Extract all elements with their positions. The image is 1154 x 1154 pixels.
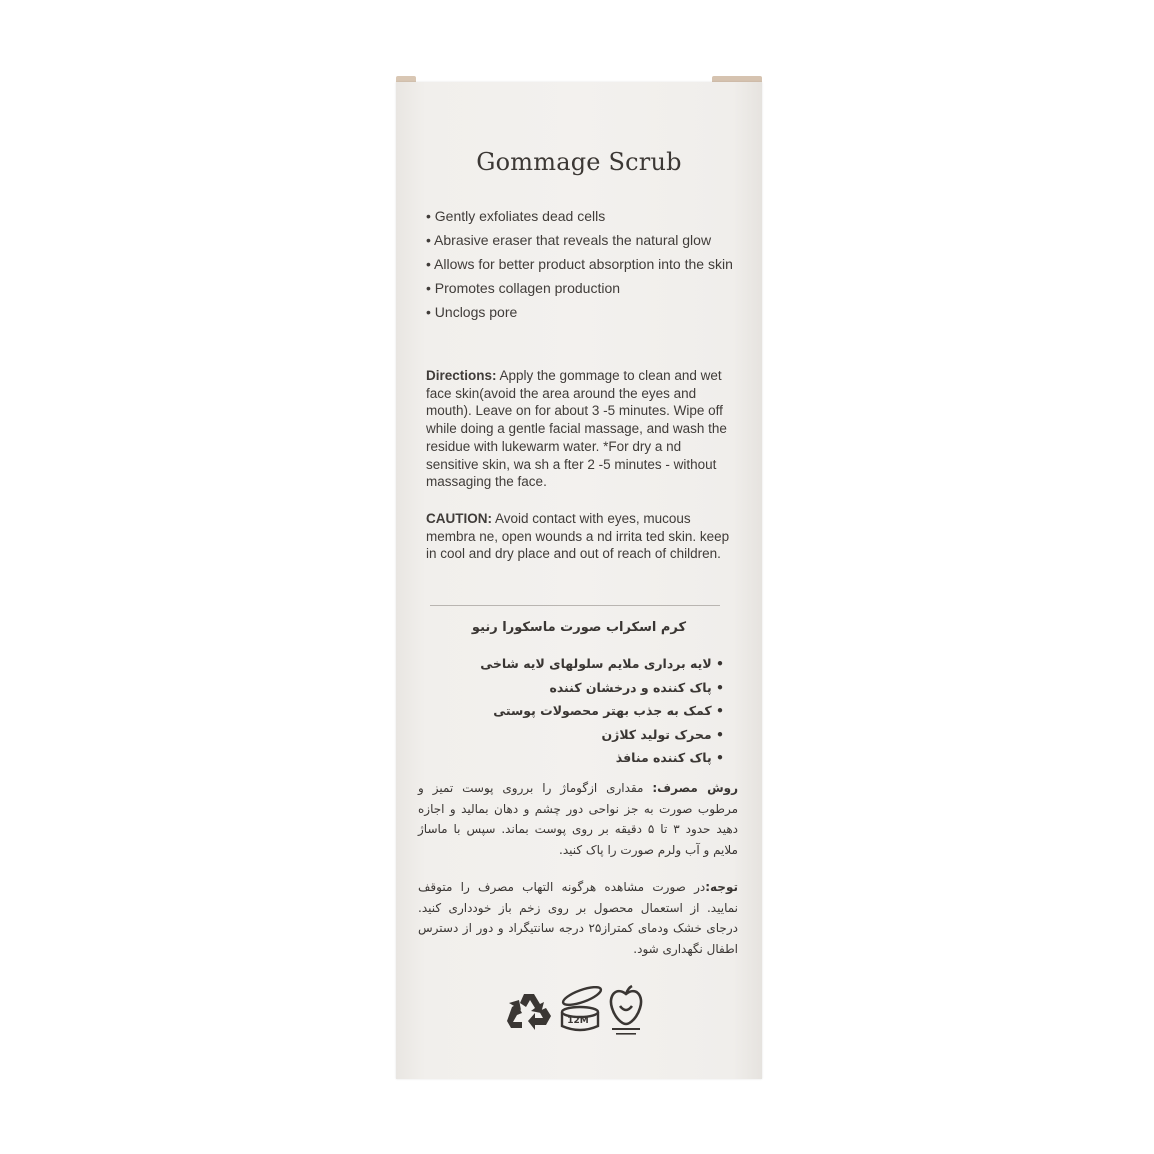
caution-label: CAUTION: — [426, 511, 492, 526]
benefit-item: • Gently exfoliates dead cells — [426, 205, 736, 227]
benefit-item: • Allows for better product absorption into the skin — [426, 253, 736, 275]
directions-paragraph — [426, 367, 732, 491]
benefits-list — [426, 205, 736, 325]
benefit-item: • Unclogs pore — [426, 301, 736, 323]
persian-benefit-item: • پاک کننده منافذ — [424, 746, 724, 770]
caution-text: Avoid contact with eyes, mucous membra ne, open wounds a nd irrita ted skin. keep in cool and dry place and out of reach of children. — [426, 511, 730, 562]
persian-usage-label: روش مصرف: — [652, 781, 739, 795]
persian-title: کرم اسکراب صورت ماسکورا رنیو — [471, 620, 687, 635]
persian-note-text: در صورت مشاهده هرگونه التهاب مصرف را متوقف نمایید. از استعمال محصول بر روی زخم باز خودداری کنید. درجای خشک ودمای کمتراز۲۵ درجه سانتیگراد و دور از دسترس اطفال نگهداری شود. — [418, 880, 738, 956]
caution-paragraph — [426, 510, 732, 563]
persian-usage-paragraph — [418, 778, 738, 860]
persian-benefits-list — [424, 652, 724, 770]
directions-text: Apply the gommage to clean and wet face skin(avoid the area around the eyes and mouth). Leave on for about 3 -5 minutes. Wipe off while doing a gentle facial massage, and wash the residue with lukewarm water. *For dry a nd sensitive skin, wa sh a fter 2 -5 minutes - without massaging the face. — [426, 368, 727, 490]
persian-usage-text: مقداری ازگوماژ را برروی پوست تمیز و مرطوب صورت به جز نواحی دور چشم و دهان بمالید و اجازه دهید حدود ۳ تا ۵ دقیقه بر روی پوست بماند. سپس با ماساژ ملایم و آب ولرم صورت را پاک کنید. — [418, 781, 738, 857]
persian-note-paragraph — [418, 877, 738, 959]
open-jar-icon — [554, 986, 606, 1036]
persian-benefit-item: • محرک تولید کلاژن — [424, 723, 724, 747]
pao-label: 12M — [567, 1016, 589, 1026]
benefit-item: • Promotes collagen production — [426, 277, 736, 299]
persian-benefit-item: • کمک به جذب بهتر محصولات پوستی — [424, 699, 724, 723]
directions-label: Directions: — [426, 368, 497, 383]
persian-note-label: توجه: — [705, 880, 738, 894]
package-symbols — [506, 984, 646, 1040]
benefit-item: • Abrasive eraser that reveals the natural glow — [426, 229, 736, 251]
persian-benefit-item: • پاک کننده و درخشان کننده — [424, 676, 724, 700]
product-title: Gommage Scrub — [476, 148, 682, 176]
persian-benefit-item: • لایه برداری ملایم سلولهای لایه شاخی — [424, 652, 724, 676]
recycle-icon — [506, 990, 552, 1032]
section-divider — [430, 605, 720, 606]
health-logo-icon — [606, 984, 646, 1038]
